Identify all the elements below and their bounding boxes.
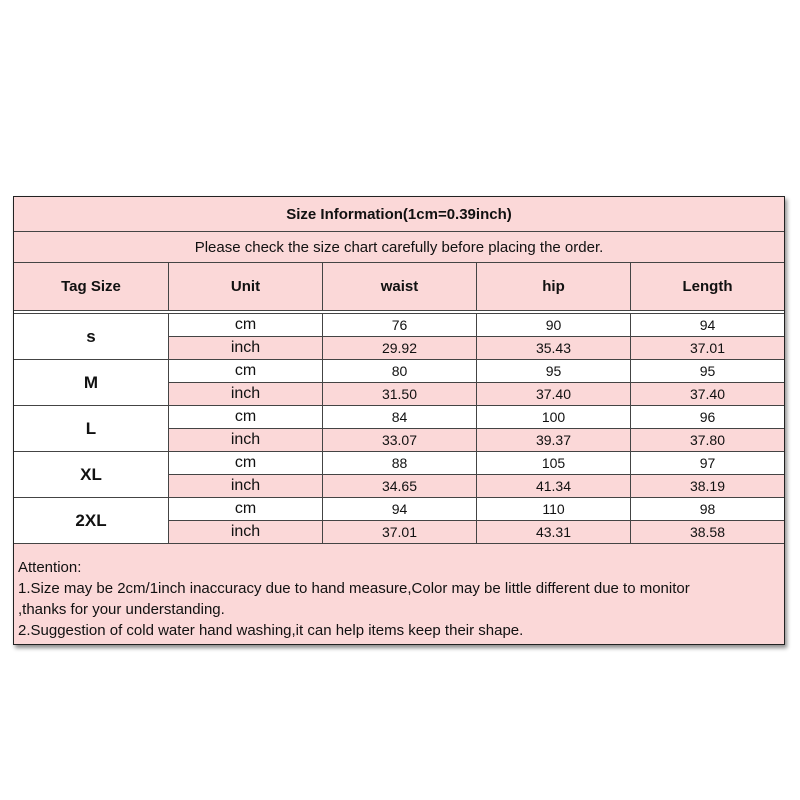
attention-notes xyxy=(14,545,784,644)
waist-cell: 34.65 xyxy=(322,475,476,497)
waist-cell: 84 xyxy=(322,406,476,428)
waist-cell: 76 xyxy=(322,314,476,336)
note-line: 2.Suggestion of cold water hand washing,it can help items keep their shape. xyxy=(18,622,524,639)
unit-cell: cm xyxy=(168,360,322,382)
inch-row xyxy=(168,521,784,544)
waist-cell: 37.01 xyxy=(322,521,476,543)
unit-cell: cm xyxy=(168,452,322,474)
size-row xyxy=(14,498,784,544)
size-row xyxy=(14,406,784,452)
unit-cell: inch xyxy=(168,521,322,543)
length-cell: 94 xyxy=(630,314,784,336)
hip-cell: 105 xyxy=(476,452,630,474)
tag-size-cell: M xyxy=(14,360,168,406)
size-row xyxy=(14,452,784,498)
hip-cell: 110 xyxy=(476,498,630,520)
length-cell: 97 xyxy=(630,452,784,474)
cm-row xyxy=(168,360,784,383)
unit-cell: inch xyxy=(168,475,322,497)
size-row xyxy=(14,360,784,406)
size-chart xyxy=(13,196,785,645)
unit-cell: cm xyxy=(168,406,322,428)
unit-cell: inch xyxy=(168,429,322,451)
waist-cell: 31.50 xyxy=(322,383,476,405)
length-cell: 37.01 xyxy=(630,337,784,359)
size-row xyxy=(14,314,784,360)
chart-title: Size Information(1cm=0.39inch) xyxy=(14,197,784,232)
hip-cell: 100 xyxy=(476,406,630,428)
hip-cell: 37.40 xyxy=(476,383,630,405)
waist-cell: 80 xyxy=(322,360,476,382)
header-row xyxy=(14,263,784,311)
header-waist: waist xyxy=(322,263,476,310)
inch-row xyxy=(168,429,784,452)
waist-cell: 94 xyxy=(322,498,476,520)
hip-cell: 95 xyxy=(476,360,630,382)
note-line: ,thanks for your understanding. xyxy=(18,601,225,618)
header-hip: hip xyxy=(476,263,630,310)
cm-row xyxy=(168,498,784,521)
header-unit: Unit xyxy=(168,263,322,310)
header-length: Length xyxy=(630,263,784,310)
unit-cell: inch xyxy=(168,383,322,405)
hip-cell: 39.37 xyxy=(476,429,630,451)
hip-cell: 41.34 xyxy=(476,475,630,497)
tag-size-cell: XL xyxy=(14,452,168,498)
chart-subtitle: Please check the size chart carefully before placing the order. xyxy=(14,232,784,263)
unit-cell: cm xyxy=(168,314,322,336)
length-cell: 95 xyxy=(630,360,784,382)
tag-size-cell: L xyxy=(14,406,168,452)
cm-row xyxy=(168,452,784,475)
hip-cell: 90 xyxy=(476,314,630,336)
length-cell: 37.40 xyxy=(630,383,784,405)
note-line: Attention: xyxy=(18,559,82,576)
waist-cell: 29.92 xyxy=(322,337,476,359)
waist-cell: 88 xyxy=(322,452,476,474)
inch-row xyxy=(168,337,784,360)
length-cell: 38.19 xyxy=(630,475,784,497)
note-line: 1.Size may be 2cm/1inch inaccuracy due to hand measure,Color may be little different due to monitor xyxy=(18,580,690,597)
length-cell: 37.80 xyxy=(630,429,784,451)
inch-row xyxy=(168,475,784,498)
hip-cell: 43.31 xyxy=(476,521,630,543)
tag-size-cell: 2XL xyxy=(14,498,168,544)
cm-row xyxy=(168,314,784,337)
length-cell: 98 xyxy=(630,498,784,520)
length-cell: 38.58 xyxy=(630,521,784,543)
cm-row xyxy=(168,406,784,429)
waist-cell: 33.07 xyxy=(322,429,476,451)
header-tag-size: Tag Size xyxy=(61,278,121,295)
unit-cell: cm xyxy=(168,498,322,520)
inch-row xyxy=(168,383,784,406)
length-cell: 96 xyxy=(630,406,784,428)
hip-cell: 35.43 xyxy=(476,337,630,359)
unit-cell: inch xyxy=(168,337,322,359)
tag-size-cell: s xyxy=(14,314,168,360)
